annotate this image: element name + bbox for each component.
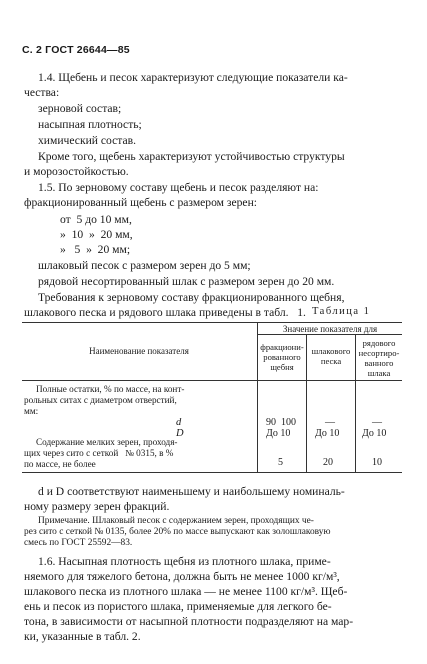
paragraph-line: Кроме того, щебень характеризуют устойчивостью структуры xyxy=(38,150,345,163)
paragraph-1-6-line: шлакового песка из плотного шлака — не менее 1100 кг/м³. Щеб- xyxy=(24,585,348,598)
cell-d-slag-sand: — xyxy=(325,417,335,428)
table-bottom-rule xyxy=(22,472,402,473)
list-item: зерновой состав; xyxy=(38,102,122,115)
cell-D-fractionated: До 10 xyxy=(266,428,291,439)
row1-label: Полные остатки, % по массе, на конт- xyxy=(36,384,185,394)
paragraph-1-6-line: 1.6. Насыпная плотность щебня из плотного шлака, приме- xyxy=(38,555,331,568)
paragraph-1-6-line: ки, указанные в табл. 2. xyxy=(24,630,141,643)
row2-label: по массе, не более xyxy=(24,459,96,469)
paragraph-line: Требования к зерновому составу фракционированного щебня, xyxy=(38,291,345,304)
col-header-fractionated: фракциони- рованного щебня xyxy=(260,342,304,372)
row2-label: Содержание мелких зерен, проходя- xyxy=(36,437,178,447)
paragraph-line: и морозостойкостью. xyxy=(24,165,129,178)
paragraph-1-6-line: ень и песок из пористого шлака, применяемые для легкого бе- xyxy=(24,600,332,613)
col-header-group: Значение показателя для xyxy=(282,324,378,334)
cell-d-ordinary-slag: — xyxy=(372,417,382,428)
cell-D-ordinary-slag: До 10 xyxy=(362,428,387,439)
row2-label: щих через сито с сеткой № 0315, в % xyxy=(24,448,174,458)
page-header: С. 2 ГОСТ 26644—85 xyxy=(22,44,130,56)
note-line: смесь по ГОСТ 25592—83. xyxy=(24,538,133,548)
paragraph-1-6-line: няемого для тяжелого бетона, должна быть не менее 1000 кг/м³, xyxy=(24,570,340,583)
cell-d-fractionated: 90 100 xyxy=(266,417,296,428)
table-title: Таблица 1 xyxy=(312,306,371,317)
row-D-label: D xyxy=(176,428,184,439)
list-item: рядовой несортированный шлак с размером зерен до 20 мм. xyxy=(38,275,335,288)
list-item: насыпная плотность; xyxy=(38,118,142,131)
cell-D-slag-sand: До 10 xyxy=(315,428,340,439)
paragraph-1-4-line2: чества: xyxy=(24,86,60,99)
fraction-item: » 10 » 20 мм, xyxy=(60,228,133,241)
paragraph-1-4-line1: 1.4. Щебень и песок характеризуют следующие показатели ка- xyxy=(38,71,348,84)
row-d-label: d xyxy=(176,417,182,428)
paragraph-1-5-line1: 1.5. По зерновому составу щебень и песок разделяют на: xyxy=(38,181,319,194)
col-header-slag-sand: шлакового песка xyxy=(311,346,351,366)
note-line: Примечание. Шлаковый песок с содержанием зерен, проходящих че- xyxy=(38,516,314,526)
fraction-item: » 5 » 20 мм; xyxy=(60,243,131,256)
list-item: шлаковый песок с размером зерен до 5 мм; xyxy=(38,259,251,272)
paragraph-1-6-line: тона, в зависимости от насыпной плотности подразделяют на мар- xyxy=(24,615,354,628)
table-header-rule xyxy=(22,380,402,381)
cell-fines-fractionated: 5 xyxy=(278,457,283,468)
note-line: рез сито с сеткой № 0135, более 20% по массе выпускают как золошлаковую xyxy=(24,527,331,537)
paragraph-1-5-line2: фракционированный щебень с размером зерен: xyxy=(24,196,258,209)
paragraph-line: шлакового песка и рядового шлака приведены в табл. 1. xyxy=(24,306,306,319)
cell-fines-slag-sand: 20 xyxy=(323,457,333,468)
col-header-name: Наименование показателя xyxy=(89,346,189,356)
table-top-rule xyxy=(22,322,402,323)
table-group-rule xyxy=(258,334,402,335)
list-item: химический состав. xyxy=(38,134,136,147)
row1-label: мм: xyxy=(24,406,39,416)
col-header-ordinary-slag: рядового несортиро- ванного шлака xyxy=(358,338,400,378)
paragraph-line: d и D соответствуют наименьшему и наибольшему номиналь- xyxy=(38,485,345,498)
paragraph-line: ному размеру зерен фракций. xyxy=(24,500,170,513)
cell-fines-ordinary-slag: 10 xyxy=(372,457,382,468)
fraction-item: от 5 до 10 мм, xyxy=(60,213,132,226)
row1-label: рольных ситах с диаметром отверстий, xyxy=(24,395,177,405)
